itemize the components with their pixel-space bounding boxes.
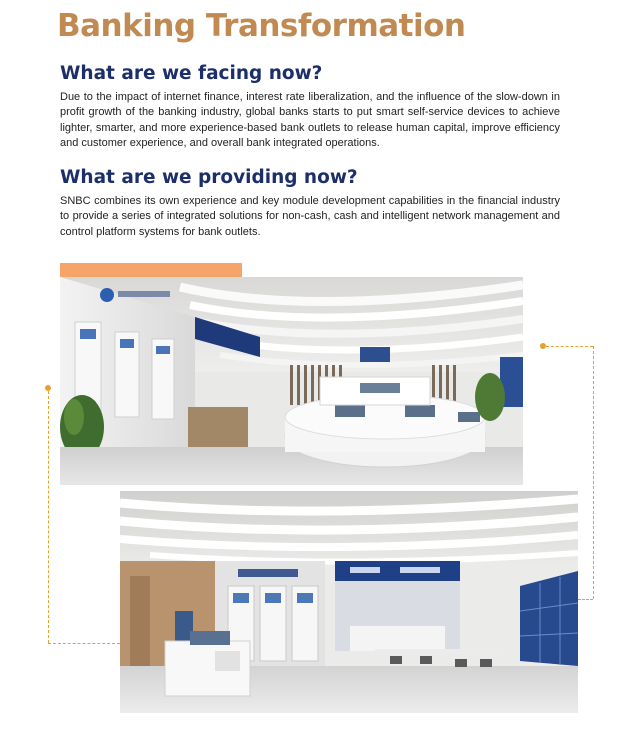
connector-line-right [593,346,594,599]
connector-line-left-bottom [48,643,120,644]
section-heading-facing: What are we facing now? [60,63,323,84]
connector-line-right-bottom [578,599,593,600]
section-body-facing: Due to the impact of internet finance, interest rate liberalization, and the influence of the slow-down in profit growth of the banking industry, global banks starts to put smart self-service devices to achieve lighter, smarter, and more experience-based bank outlets to release human capital, improve efficiency and customer experience, and overall bank integrated operations. [60,91,560,150]
section-body-providing: SNBC combines its own experience and key module development capabilities in the financial industry to provide a series of integrated solutions for non-cash, cash and intelligent network management and control platform systems for bank outlets. [60,195,560,238]
bank-lobby-photo-2 [120,491,578,713]
connector-line-left [48,391,49,643]
bank-lobby-photo-1 [60,277,523,485]
page-title: Banking Transformation [57,8,466,44]
connector-line-right-top [546,346,593,347]
section-heading-providing: What are we providing now? [60,167,358,188]
